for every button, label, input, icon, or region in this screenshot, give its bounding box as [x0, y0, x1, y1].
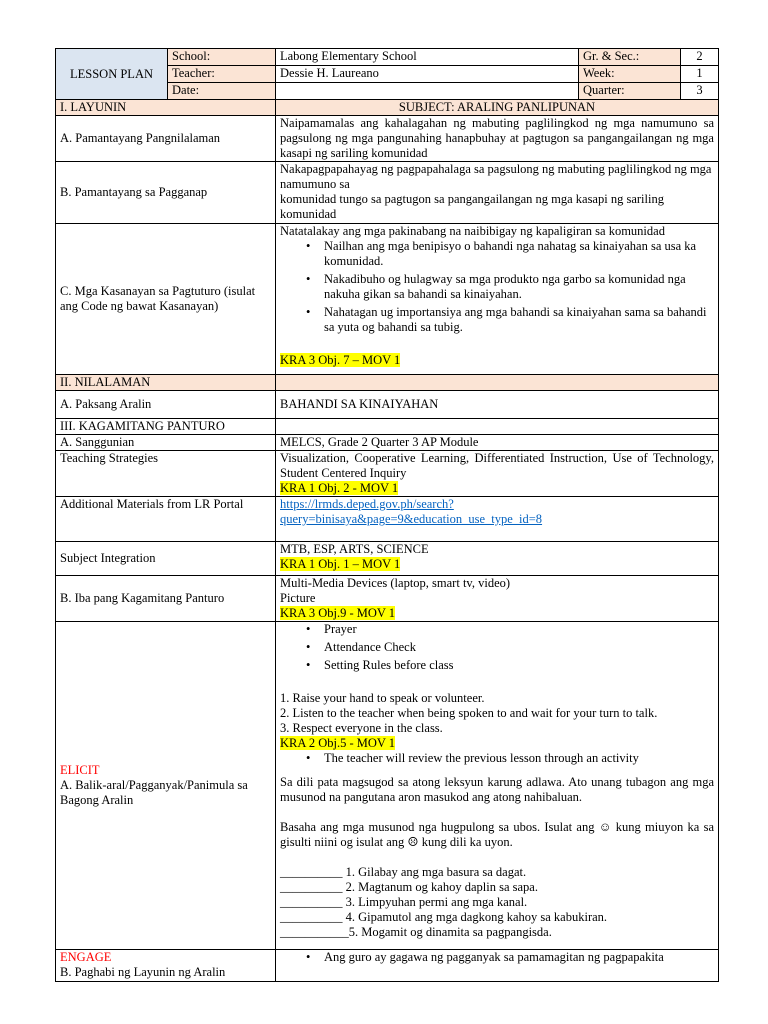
engage-label: B. Paghabi ng Layunin ng Aralin [60, 965, 226, 979]
kra-highlight: KRA 3 Obj.9 - MOV 1 [280, 606, 396, 620]
lesson-plan-page [55, 48, 718, 982]
section-layunin: I. LAYUNIN [56, 100, 276, 116]
iba-pang-kagamitan-content [276, 576, 719, 622]
kra-highlight: KRA 1 Obj. 2 - MOV 1 [280, 481, 399, 495]
engage-label-cell [56, 950, 276, 982]
class-rule: 2. Listen to the teacher when being spoken to and wait for your turn to talk. [280, 706, 658, 720]
activity-item: __________ 2. Magtanum og kahoy daplin sa sapa. [280, 880, 538, 894]
date-label: Date: [168, 83, 276, 100]
elicit-content [276, 622, 719, 950]
week-value: 1 [681, 66, 719, 83]
subject-integration-label: Subject Integration [56, 542, 276, 576]
class-rule: 1. Raise your hand to speak or volunteer. [280, 691, 485, 705]
school-value: Labong Elementary School [276, 49, 579, 66]
lesson-plan-title: LESSON PLAN [56, 49, 168, 100]
week-label: Week: [579, 66, 681, 83]
pamantayang-pagganap-content [276, 162, 719, 224]
teaching-strategies-content [276, 451, 719, 497]
lr-portal-link[interactable]: https://lrmds.deped.gov.ph/search? query=binisaya&page=9&education_use_type_id=8 [280, 497, 543, 526]
kra-highlight: KRA 1 Obj. 1 – MOV 1 [280, 557, 401, 571]
grade-label: Gr. & Sec.: [579, 49, 681, 66]
kra-highlight: KRA 3 Obj. 7 – MOV 1 [280, 353, 401, 367]
review-list [280, 751, 714, 766]
sanggunian-label: A. Sanggunian [56, 435, 276, 451]
teaching-strategies-value: Visualization, Cooperative Learning, Differentiated Instruction, Use of Technology, Student Centered Inquiry [280, 451, 714, 480]
kasanayan-label: C. Mga Kasanayan sa Pagtuturo (isulat ang Code ng bawat Kasanayan) [56, 224, 276, 375]
section-kagamitang-empty [276, 419, 719, 435]
additional-materials-label: Additional Materials from LR Portal [56, 497, 276, 542]
paksang-aralin-label: A. Paksang Aralin [56, 391, 276, 419]
elicit-paragraph-2: Basaha ang mga musunod nga hugpulong sa ubos. Isulat ang ☺ kung miuyon ka sa gisulti niini og isulat ang ☹ kung dili ka uyon. [280, 820, 714, 849]
grade-value: 2 [681, 49, 719, 66]
date-value [276, 83, 579, 100]
subject-integration-content [276, 542, 719, 576]
iba-line-2: Picture [280, 591, 316, 605]
iba-pang-kagamitan-label: B. Iba pang Kagamitang Panturo [56, 576, 276, 622]
kra-highlight: KRA 2 Obj.5 - MOV 1 [280, 736, 396, 750]
teacher-value: Dessie H. Laureano [276, 66, 579, 83]
activity-item: __________ 3. Limpyuhan permi ang mga kanal. [280, 895, 528, 909]
elicit-label: A. Balik-aral/Pagganyak/Panimula sa Bagong Aralin [60, 778, 248, 807]
list-item: • Attendance Check [324, 640, 714, 655]
quarter-value: 3 [681, 83, 719, 100]
subject-heading: SUBJECT: ARALING PANLIPUNAN [276, 100, 719, 116]
iba-line-1: Multi-Media Devices (laptop, smart tv, video) [280, 576, 511, 590]
list-item: • Setting Rules before class [324, 658, 714, 673]
quarter-label: Quarter: [579, 83, 681, 100]
section-kagamitang-panturo: III. KAGAMITANG PANTURO [56, 419, 276, 435]
pamantayang-pangnilalaman-label: A. Pamantayang Pangnilalaman [56, 116, 276, 162]
pamantayang-pagganap-label: B. Pamantayang sa Pagganap [56, 162, 276, 224]
additional-materials-content [276, 497, 719, 542]
kasanayan-content [276, 224, 719, 375]
teacher-label: Teacher: [168, 66, 276, 83]
activity-item: __________ 1. Gilabay ang mga basura sa dagat. [280, 865, 527, 879]
elicit-heading: ELICIT [60, 763, 100, 777]
elicit-label-cell [56, 622, 276, 950]
paksang-aralin-value: BAHANDI SA KINAIYAHAN [276, 391, 719, 419]
kasanayan-list [280, 239, 714, 335]
list-item: • Nahatagan ug importansiya ang mga bahandi sa kinaiyahan sama sa bahandi sa yuta og bahandi sa tubig. [324, 305, 714, 335]
school-label: School: [168, 49, 276, 66]
kasanayan-intro: Natatalakay ang mga pakinabang na naibibigay ng kapaligiran sa komunidad [280, 224, 665, 238]
elicit-paragraph-1: Sa dili pata magsugod sa atong leksyun karung adlawa. Ato unang tubagon ang mga musunod na pangutana aron masukod ang atong nahibaluan. [280, 775, 714, 804]
engage-heading: ENGAGE [60, 950, 112, 964]
activity-item: __________ 4. Gipamutol ang mga dagkong kahoy sa kabukiran. [280, 910, 608, 924]
engage-content [276, 950, 719, 982]
list-item: • The teacher will review the previous lesson through an activity [324, 751, 714, 766]
subject-integration-value: MTB, ESP, ARTS, SCIENCE [280, 542, 429, 556]
list-item: • Ang guro ay gagawa ng pagganyak sa pamamagitan ng pagpapakita [324, 950, 714, 965]
pagganap-line-1: Nakapagpapahayag ng pagpapahalaga sa pagsulong ng mabuting paglilingkod ng mga namumuno sa [280, 162, 712, 191]
section-nilalaman: II. NILALAMAN [56, 375, 276, 391]
list-item: • Prayer [324, 622, 714, 637]
list-item: • Nailhan ang mga benipisyo o bahandi nga nahatag sa kinaiyahan sa usa ka komunidad. [324, 239, 714, 269]
lesson-plan-table [55, 48, 719, 982]
pagganap-line-2: komunidad tungo sa pagtugon sa pangangailangan ng mga kasapi ng sariling komunidad [280, 192, 664, 221]
engage-list [280, 950, 714, 965]
teaching-strategies-label: Teaching Strategies [56, 451, 276, 497]
activity-item: ___________5. Mogamit og dinamita sa pagpangisda. [280, 925, 552, 939]
pamantayang-pangnilalaman-content: Naipamamalas ang kahalagahan ng mabuting paglilingkod ng mga namumuno sa pagsulong ng mga pangunahing hanapbuhay at pagtugon sa pangangailangan ng mga kasapi ng sariling komunidad [276, 116, 719, 162]
list-item: • Nakadibuho og hulagway sa mga produkto nga garbo sa komunidad nga nakuha gikan sa bahandi sa kinaiyahan. [324, 272, 714, 302]
section-nilalaman-empty [276, 375, 719, 391]
sanggunian-value: MELCS, Grade 2 Quarter 3 AP Module [276, 435, 719, 451]
opening-list [280, 622, 714, 673]
class-rule: 3. Respect everyone in the class. [280, 721, 443, 735]
